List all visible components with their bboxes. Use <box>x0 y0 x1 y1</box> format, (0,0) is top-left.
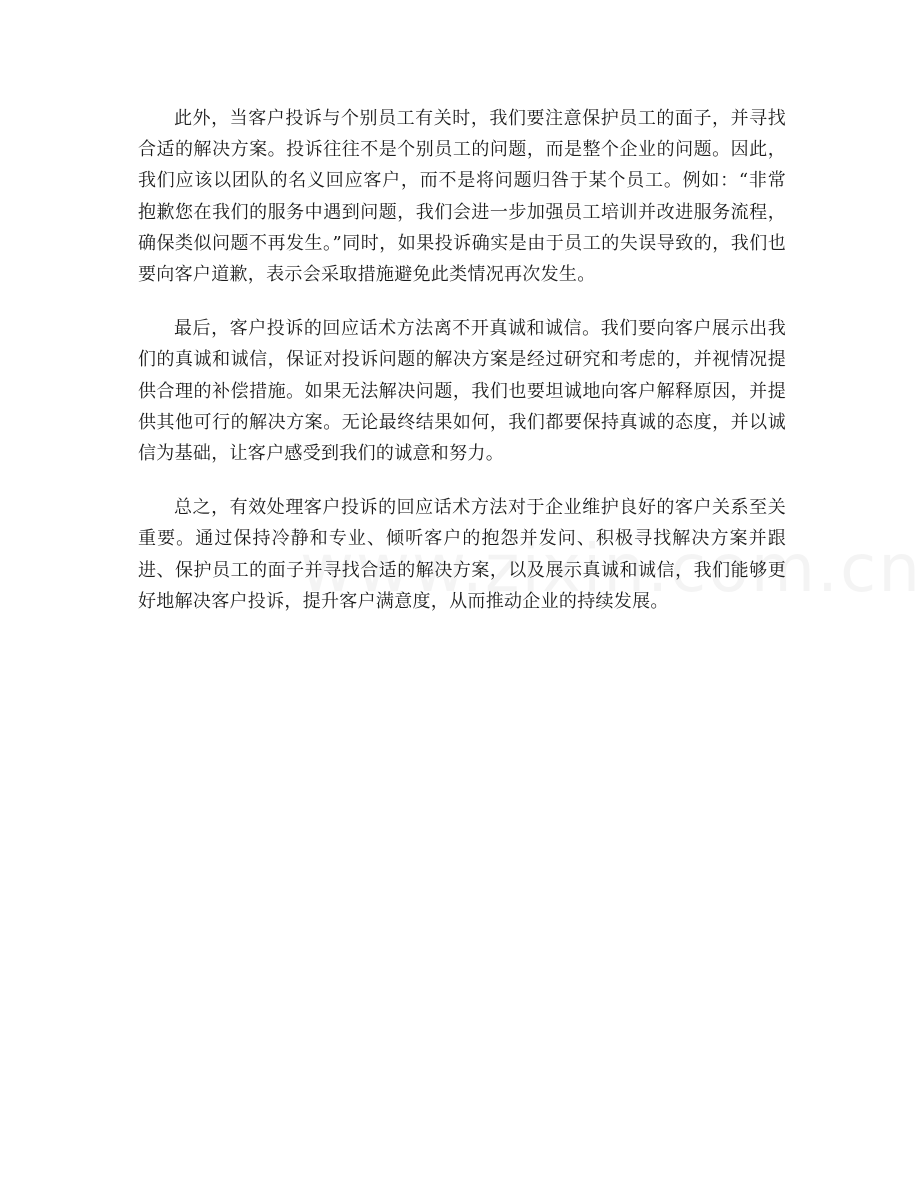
paragraph-3: 总之，有效处理客户投诉的回应话术方法对于企业维护良好的客户关系至关重要。通过保持冷静和专业、倾听客户的抱怨并发问、积极寻找解决方案并跟进、保护员工的面子并寻找合适的解决方案，以及展示真诚和诚信，我们能够更好地解决客户投诉，提升客户满意度，从而推动企业的持续发展。 <box>138 497 786 612</box>
paragraph-2: 最后，客户投诉的回应话术方法离不开真诚和诚信。我们要向客户展示出我们的真诚和诚信，保证对投诉问题的解决方案是经过研究和考虑的，并视情况提供合理的补偿措施。如果无法解决问题，我们也要坦诚地向客户解释原因，并提供其他可行的解决方案。无论最终结果如何，我们都要保持真诚的态度，并以诚信为基础，让客户感受到我们的诚意和努力。 <box>138 318 786 465</box>
watermark <box>300 530 920 607</box>
paragraph-1: 此外，当客户投诉与个别员工有关时，我们要注意保护员工的面子，并寻找合适的解决方案。投诉往往不是个别员工的问题，而是整个企业的问题。因此，我们应该以团队的名义回应客户，而不是将问题归咎于某个员工。例如：“非常抱歉您在我们的服务中遇到问题，我们会进一步加强员工培训并改进服务流程，确保类似问题不再发生。”同时，如果投诉确实是由于员工的失误导致的，我们也要向客户道歉，表示会采取措施避免此类情况再次发生。 <box>138 108 786 286</box>
